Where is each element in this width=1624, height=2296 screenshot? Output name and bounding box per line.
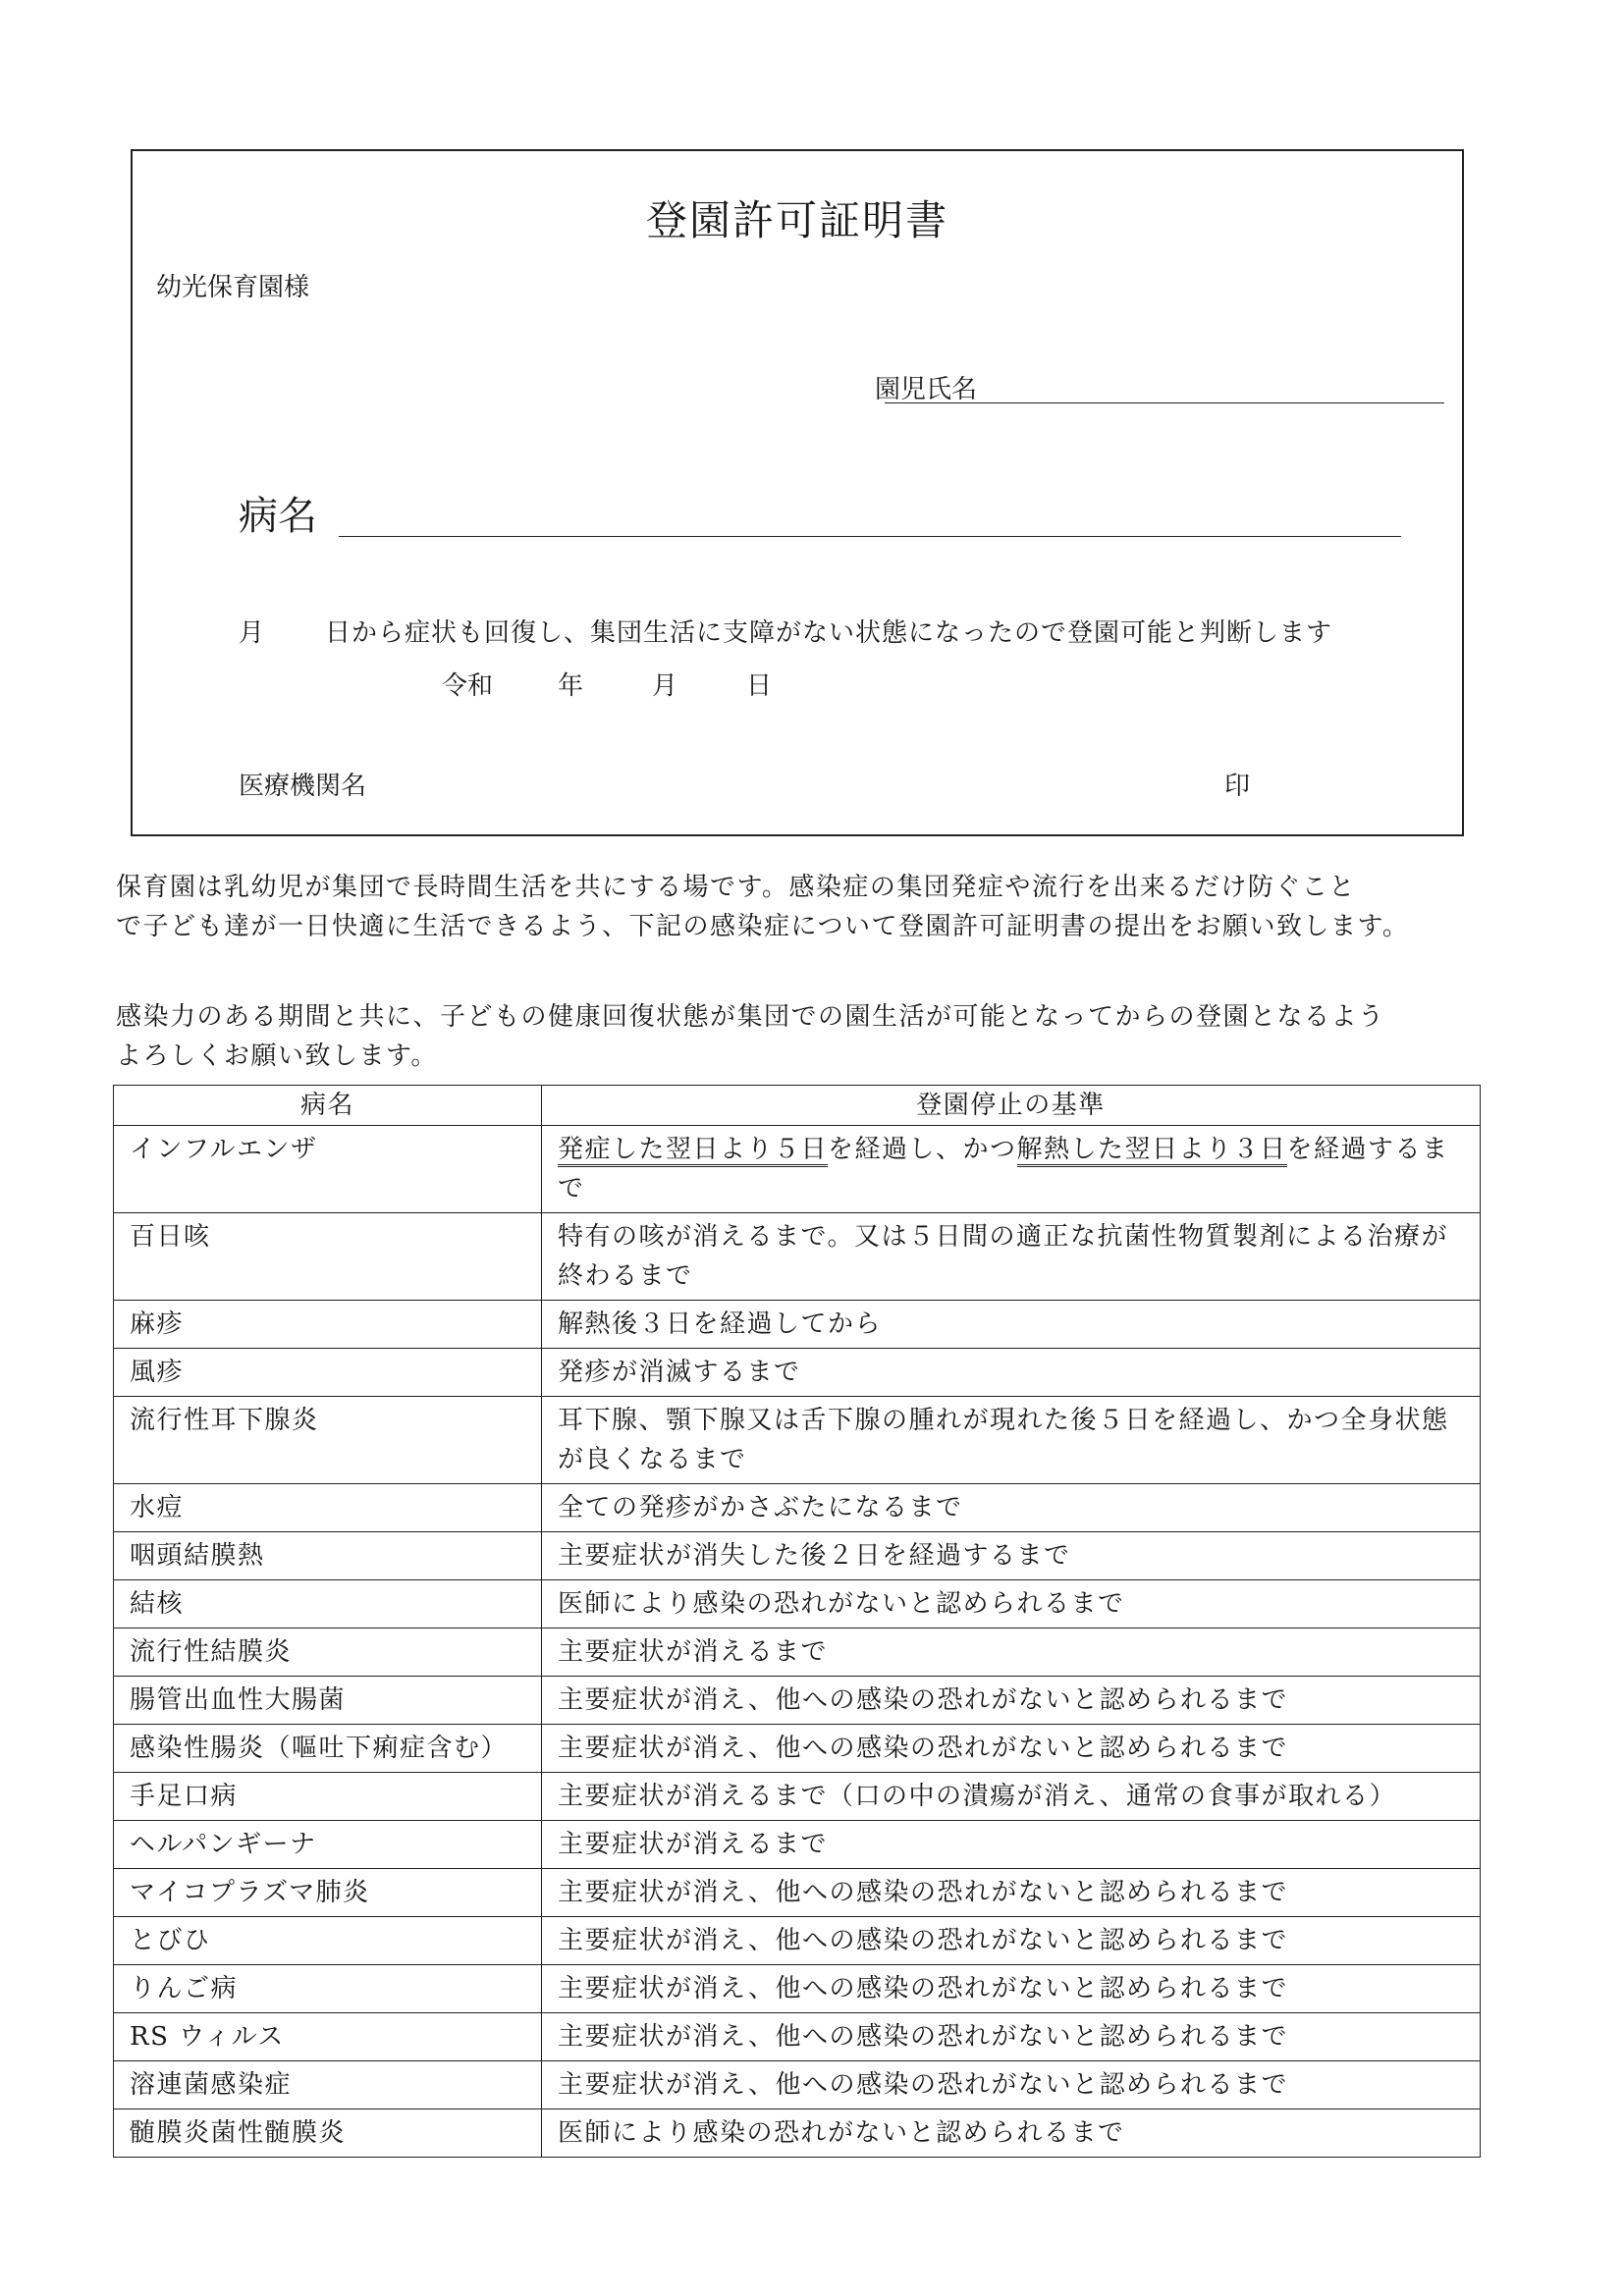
criteria-cell: 主要症状が消え、他への感染の恐れがないと認められるまで xyxy=(542,2013,1481,2061)
disease-cell: 感染性腸炎（嘔吐下痢症含む） xyxy=(114,1725,542,1773)
disease-cell: 結核 xyxy=(114,1580,542,1629)
criteria-cell: 主要症状が消えるまで xyxy=(542,1629,1481,1677)
table-row xyxy=(114,1397,1481,1484)
table-row xyxy=(114,1725,1481,1773)
criteria-emphasis: 発症した翌日より５日 xyxy=(558,1135,828,1167)
notice-paragraph-1 xyxy=(116,868,1510,946)
certificate-form xyxy=(131,149,1464,836)
table-row xyxy=(114,2061,1481,2109)
disease-cell: 溶連菌感染症 xyxy=(114,2061,542,2109)
table-row xyxy=(114,1965,1481,2013)
disease-cell: 手足口病 xyxy=(114,1773,542,1821)
date-year: 年 xyxy=(558,671,584,701)
notice-line: よろしくお願い致します。 xyxy=(116,1041,438,1071)
table-row xyxy=(114,1869,1481,1917)
table-row xyxy=(114,1301,1481,1349)
disease-cell: 髄膜炎菌性髄膜炎 xyxy=(114,2109,542,2158)
disease-cell: 百日咳 xyxy=(114,1213,542,1301)
table-row xyxy=(114,1917,1481,1965)
date-era: 令和 xyxy=(442,671,494,701)
seal-mark: 印 xyxy=(1224,772,1251,801)
criteria-cell: 解熱後３日を経過してから xyxy=(542,1301,1481,1349)
disease-cell: とびひ xyxy=(114,1917,542,1965)
criteria-cell: 主要症状が消え、他への感染の恐れがないと認められるまで xyxy=(542,1869,1481,1917)
disease-cell: ヘルパンギーナ xyxy=(114,1821,542,1869)
disease-cell: RS ウィルス xyxy=(114,2013,542,2061)
disease-cell: 水痘 xyxy=(114,1484,542,1532)
recovery-statement xyxy=(239,613,1332,649)
criteria-cell: 特有の咳が消えるまで。又は５日間の適正な抗菌性物質製剤による治療が終わるまで xyxy=(542,1213,1481,1301)
table-row xyxy=(114,2013,1481,2061)
table-row xyxy=(114,2109,1481,2158)
table-row xyxy=(114,1213,1481,1301)
disease-cell: インフルエンザ xyxy=(114,1126,542,1213)
disease-cell: 麻疹 xyxy=(114,1301,542,1349)
institution-label: 医療機関名 xyxy=(239,772,367,801)
disease-cell: 腸管出血性大腸菌 xyxy=(114,1677,542,1725)
table-row xyxy=(114,1821,1481,1869)
disease-cell: マイコプラズマ肺炎 xyxy=(114,1869,542,1917)
table-row xyxy=(114,1532,1481,1580)
disease-cell: 流行性結膜炎 xyxy=(114,1629,542,1677)
table-row xyxy=(114,1484,1481,1532)
criteria-cell: 主要症状が消えるまで（口の中の潰瘍が消え、通常の食事が取れる） xyxy=(542,1773,1481,1821)
header-disease: 病名 xyxy=(114,1086,542,1126)
criteria-emphasis: 解熱した翌日より３日 xyxy=(1017,1135,1287,1167)
child-name-field[interactable] xyxy=(885,402,1444,403)
statement-month: 月 xyxy=(239,618,266,648)
disease-cell: 風疹 xyxy=(114,1349,542,1397)
criteria-cell: 医師により感染の恐れがないと認められるまで xyxy=(542,1580,1481,1629)
disease-cell: 咽頭結膜熱 xyxy=(114,1532,542,1580)
criteria-cell: 主要症状が消えるまで xyxy=(542,1821,1481,1869)
notice-line: 保育園は乳幼児が集団で長時間生活を共にする場です。感染症の集団発症や流行を出来るだけ防ぐこと xyxy=(116,873,1356,902)
table-row xyxy=(114,1580,1481,1629)
disease-cell: 流行性耳下腺炎 xyxy=(114,1397,542,1484)
criteria-cell: 耳下腺、顎下腺又は舌下腺の腫れが現れた後５日を経過し、かつ全身状態が良くなるまで xyxy=(542,1397,1481,1484)
criteria-cell xyxy=(542,1126,1481,1213)
disease-name-field[interactable] xyxy=(339,536,1401,537)
criteria-cell: 主要症状が消え、他への感染の恐れがないと認められるまで xyxy=(542,1917,1481,1965)
criteria-text: を経過し、かつ xyxy=(828,1135,1017,1164)
child-name-label: 園児氏名 xyxy=(875,375,978,404)
notice-line: で子ども達が一日快適に生活できるよう、下記の感染症について登園許可証明書の提出をお願い致します。 xyxy=(116,912,1410,941)
criteria-cell: 全ての発疹がかさぶたになるまで xyxy=(542,1484,1481,1532)
criteria-cell: 主要症状が消え、他への感染の恐れがないと認められるまで xyxy=(542,1677,1481,1725)
table-row xyxy=(114,1126,1481,1213)
notice-paragraph-2 xyxy=(116,997,1510,1076)
table-row xyxy=(114,1773,1481,1821)
table-row xyxy=(114,1629,1481,1677)
criteria-cell: 主要症状が消失した後２日を経過するまで xyxy=(542,1532,1481,1580)
notice-line: 感染力のある期間と共に、子どもの健康回復状態が集団での園生活が可能となってからの登園となるよう xyxy=(116,1002,1385,1032)
criteria-cell: 主要症状が消え、他への感染の恐れがないと認められるまで xyxy=(542,2061,1481,2109)
certificate-title: 登園許可証明書 xyxy=(645,196,948,244)
criteria-cell: 主要症状が消え、他への感染の恐れがないと認められるまで xyxy=(542,1725,1481,1773)
criteria-text: を経過するまで xyxy=(558,1135,1449,1203)
date-day: 日 xyxy=(746,671,773,701)
statement-text: 日から症状も回復し、集団生活に支障がない状態になったので登園可能と判断します xyxy=(325,618,1333,648)
suspension-criteria-table xyxy=(113,1085,1481,2158)
disease-cell: りんご病 xyxy=(114,1965,542,2013)
table-row xyxy=(114,1349,1481,1397)
criteria-cell: 発疹が消滅するまで xyxy=(542,1349,1481,1397)
addressee: 幼光保育園様 xyxy=(156,273,310,302)
table-row xyxy=(114,1677,1481,1725)
header-criteria: 登園停止の基準 xyxy=(542,1086,1481,1126)
table-header-row xyxy=(114,1086,1481,1126)
date-month: 月 xyxy=(652,671,678,701)
criteria-cell: 主要症状が消え、他への感染の恐れがないと認められるまで xyxy=(542,1965,1481,2013)
disease-name-label: 病名 xyxy=(239,494,317,539)
issue-date xyxy=(442,666,772,702)
criteria-cell: 医師により感染の恐れがないと認められるまで xyxy=(542,2109,1481,2158)
